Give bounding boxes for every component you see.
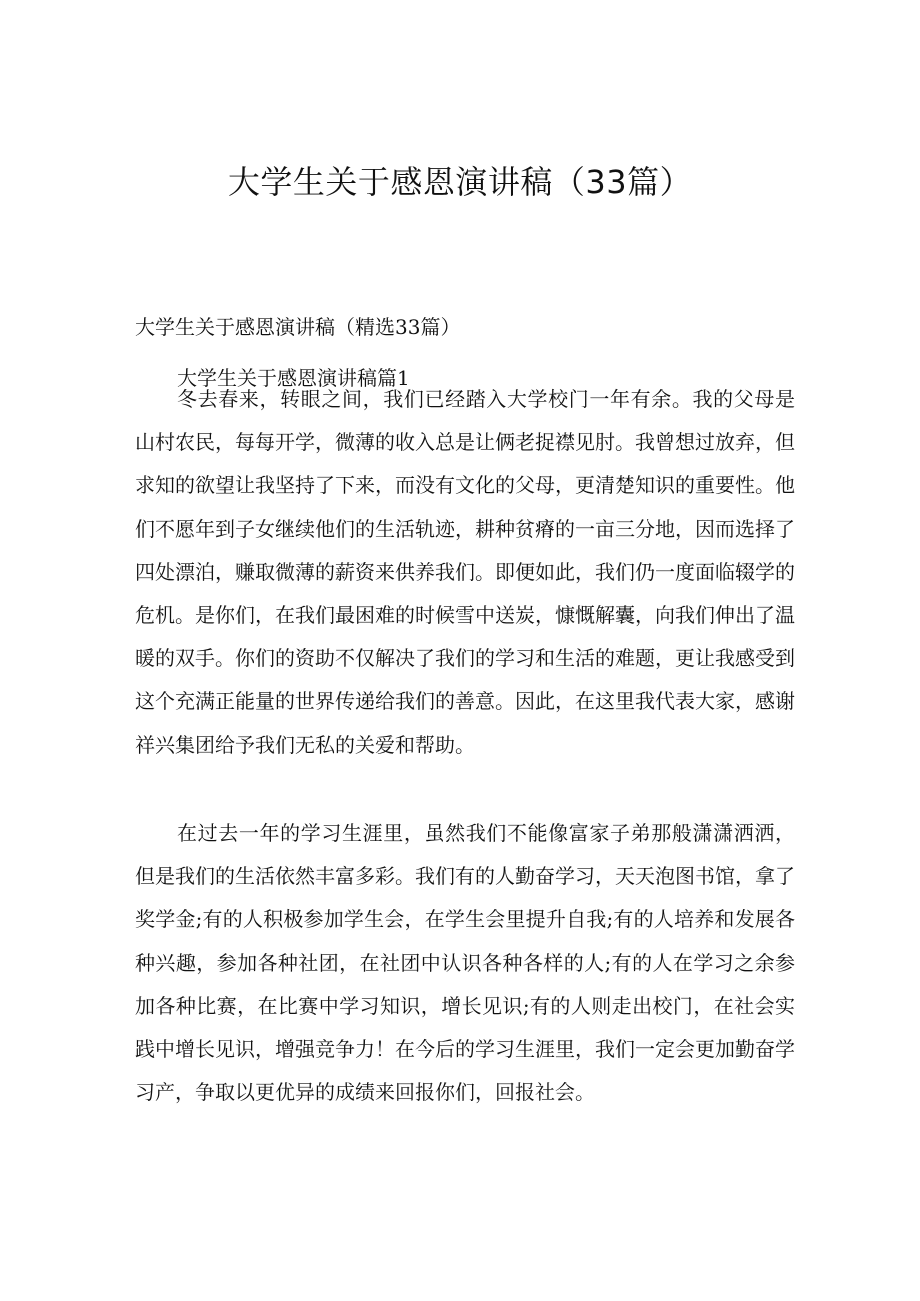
document-title: 大学生关于感恩演讲稿（33篇） xyxy=(227,163,693,201)
document-subtitle: 大学生关于感恩演讲稿（精选33篇） xyxy=(135,315,461,339)
paragraph-1: 冬去春来，转眼之间，我们已经踏入大学校门一年有余。我的父母是山村农民，每每开学，微薄的收入总是让俩老捉襟见肘。我曾想过放弃，但求知的欲望让我坚持了下来，而没有文化的父母，更清楚知识的重要性。他们不愿年到子女继续他们的生活轨迹，耕种贫瘠的一亩三分地，因而选择了四处漂泊，赚取微薄的薪资来供养我们。即便如此，我们仍一度面临辍学的危机。是你们，在我们最困难的时候雪中送炭，慷慨解囊，向我们伸出了温暖的双手。你们的资助不仅解决了我们的学习和生活的难题，更让我感受到这个充满正能量的世界传递给我们的善意。因此，在这里我代表大家，感谢祥兴集团给予我们无私的关爱和帮助。 xyxy=(135,387,795,757)
section-heading: 大学生关于感恩演讲稿篇1 xyxy=(177,366,410,390)
paragraph-2: 在过去一年的学习生涯里，虽然我们不能像富家子弟那般潇潇洒洒，但是我们的生活依然丰富多彩。我们有的人勤奋学习，天天泡图书馆，拿了奖学金;有的人积极参加学生会，在学生会里提升自我;有的人培养和发展各种兴趣，参加各种社团，在社团中认识各种各样的人;有的人在学习之余参加各种比赛，在比赛中学习知识，增长见识;有的人则走出校门，在社会实践中增长见识，增强竞争力！在今后的学习生涯里，我们一定会更加勤奋学习产，争取以更优异的成绩来回报你们，回报社会。 xyxy=(135,821,795,1105)
